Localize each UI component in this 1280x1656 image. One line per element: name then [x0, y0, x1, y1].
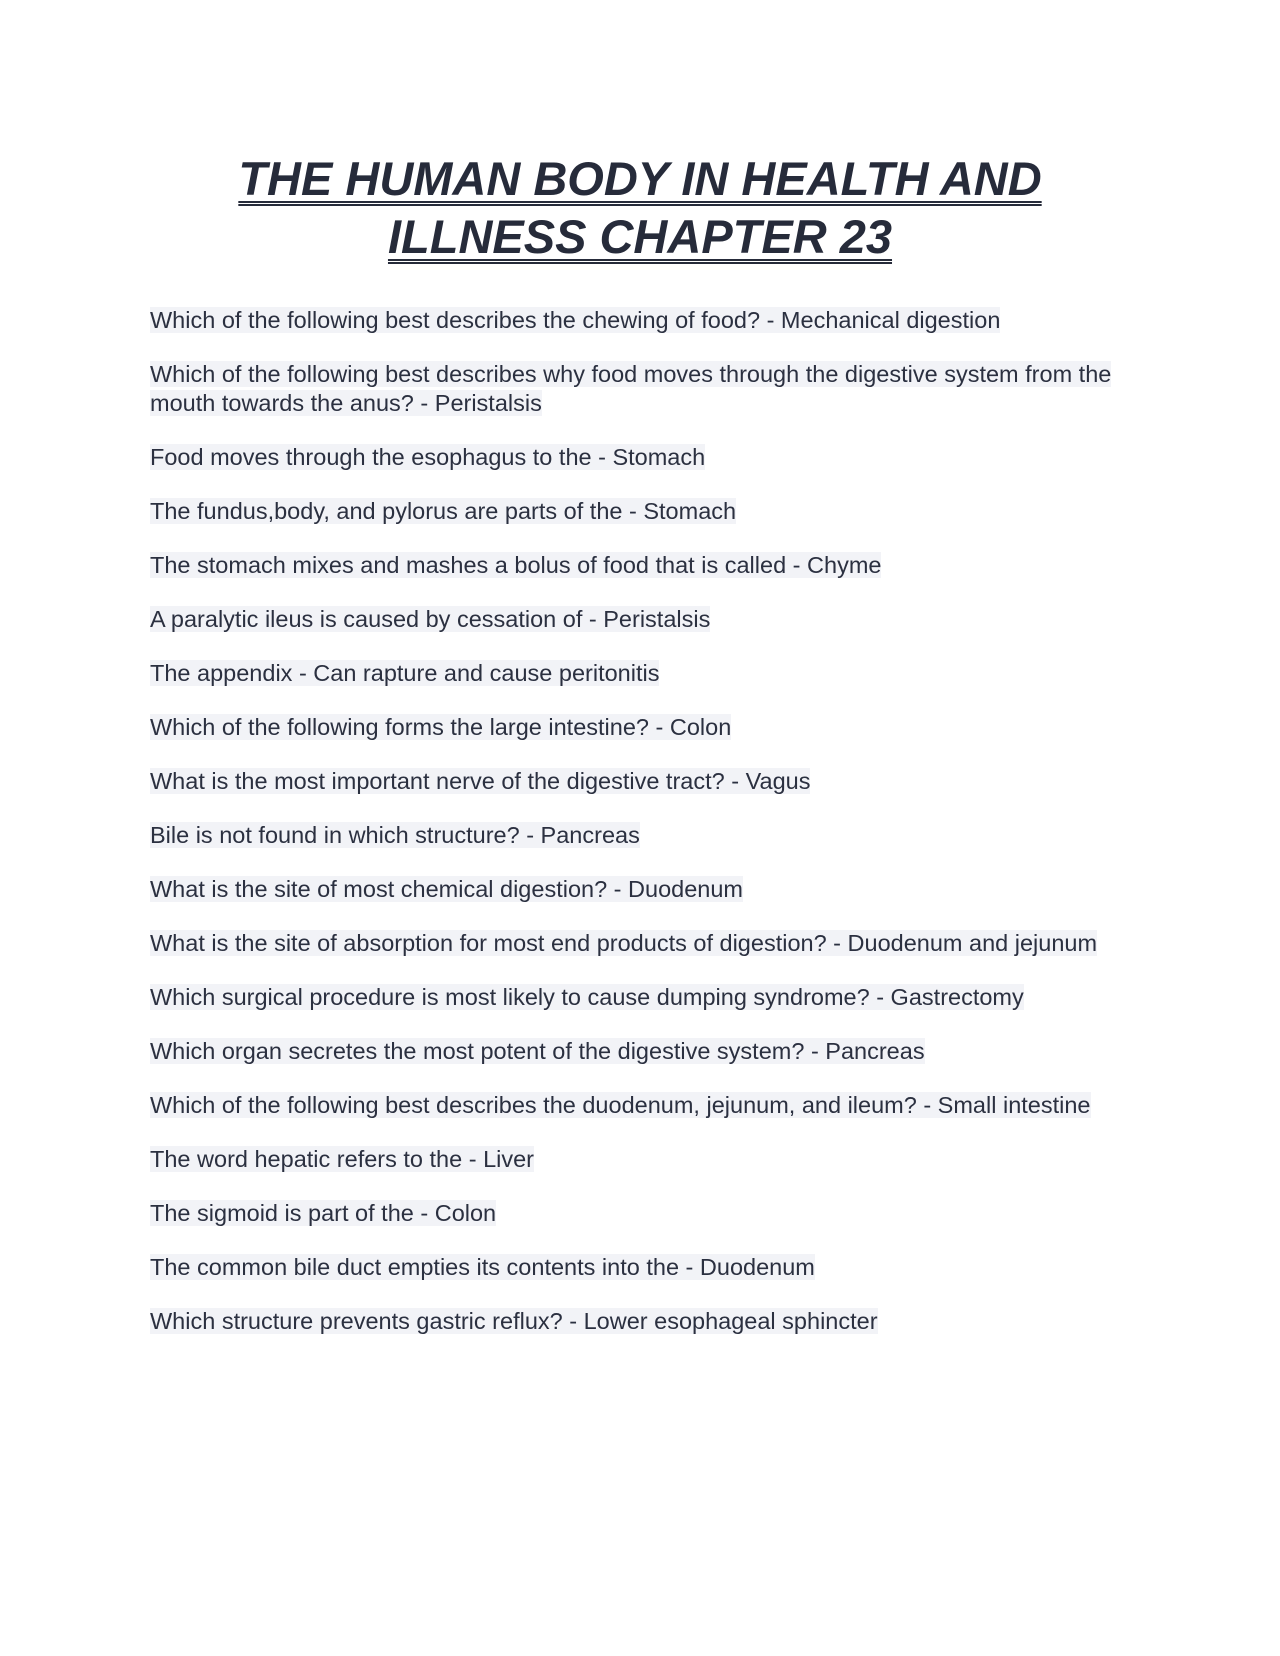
qa-text: Which of the following best describes the duodenum, jejunum, and ileum? - Small intestine: [150, 1092, 1091, 1118]
list-item: [150, 875, 1130, 904]
list-item: [150, 1199, 1130, 1228]
list-item: [150, 1145, 1130, 1174]
qa-text: The common bile duct empties its contents into the - Duodenum: [150, 1254, 815, 1280]
list-item: [150, 713, 1130, 742]
qa-text: Which of the following best describes the chewing of food? - Mechanical digestion: [150, 307, 1001, 333]
list-item: [150, 306, 1130, 335]
list-item: [150, 767, 1130, 796]
qa-text: The appendix - Can rapture and cause peritonitis: [150, 660, 660, 686]
qa-text: The sigmoid is part of the - Colon: [150, 1200, 497, 1226]
list-item: [150, 497, 1130, 526]
qa-list: [150, 306, 1130, 1336]
qa-text: The word hepatic refers to the - Liver: [150, 1146, 535, 1172]
qa-text: The fundus,body, and pylorus are parts of the - Stomach: [150, 498, 737, 524]
list-item: [150, 1307, 1130, 1336]
list-item: [150, 1253, 1130, 1282]
list-item: [150, 983, 1130, 1012]
qa-text: Which of the following forms the large intestine? - Colon: [150, 714, 732, 740]
qa-text: Which surgical procedure is most likely to cause dumping syndrome? - Gastrectomy: [150, 984, 1024, 1010]
page-title: THE HUMAN BODY IN HEALTH AND ILLNESS CHAPTER 23: [238, 152, 1042, 263]
qa-text: Which structure prevents gastric reflux? - Lower esophageal sphincter: [150, 1308, 878, 1334]
list-item: [150, 821, 1130, 850]
qa-text: What is the most important nerve of the digestive tract? - Vagus: [150, 768, 811, 794]
qa-text: The stomach mixes and mashes a bolus of food that is called - Chyme: [150, 552, 882, 578]
qa-text: What is the site of absorption for most end products of digestion? - Duodenum and jejunum: [150, 930, 1098, 956]
qa-text: Bile is not found in which structure? - Pancreas: [150, 822, 640, 848]
list-item: [150, 929, 1130, 958]
qa-text: Food moves through the esophagus to the - Stomach: [150, 444, 706, 470]
list-item: [150, 551, 1130, 580]
qa-text: Which organ secretes the most potent of the digestive system? - Pancreas: [150, 1038, 925, 1064]
qa-text: Which of the following best describes why food moves through the digestive system from the mouth towards the anus? - Peristalsis: [150, 361, 1112, 416]
qa-text: A paralytic ileus is caused by cessation of - Peristalsis: [150, 606, 711, 632]
list-item: [150, 1091, 1130, 1120]
qa-text: What is the site of most chemical digestion? - Duodenum: [150, 876, 743, 902]
list-item: [150, 443, 1130, 472]
list-item: [150, 1037, 1130, 1066]
list-item: [150, 659, 1130, 688]
list-item: [150, 360, 1130, 418]
list-item: [150, 605, 1130, 634]
